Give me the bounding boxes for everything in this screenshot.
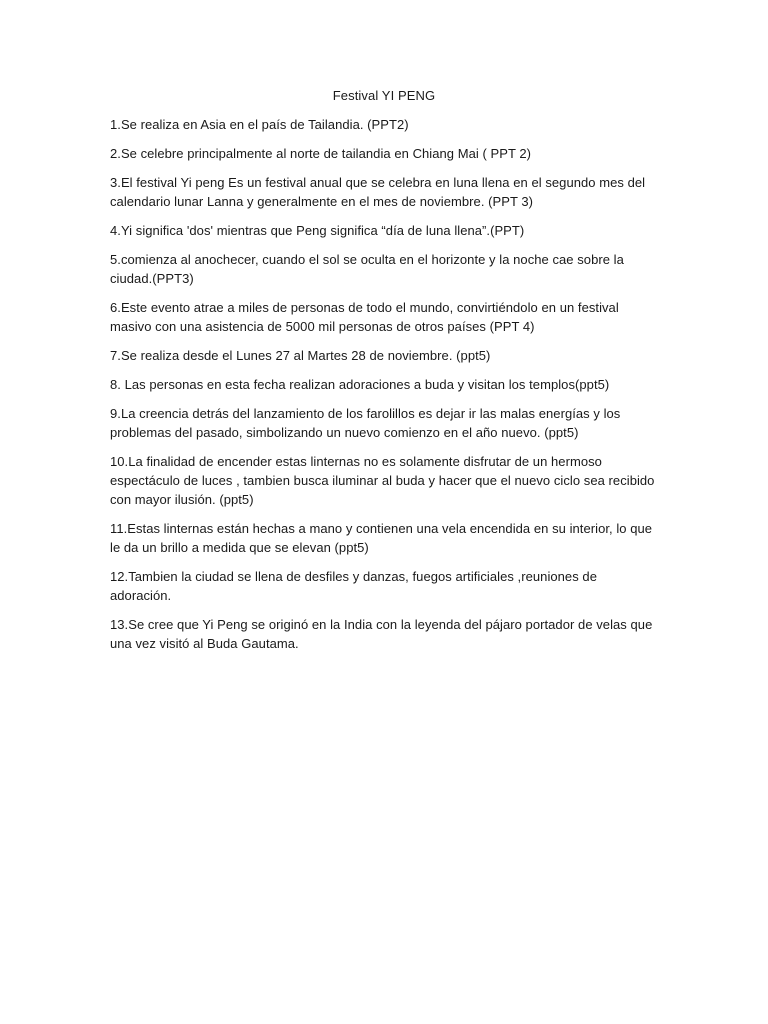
item-list xyxy=(110,115,658,653)
list-item: 5.comienza al anochecer, cuando el sol se oculta en el horizonte y la noche cae sobre la ciudad.(PPT3) xyxy=(110,252,624,286)
list-item: 6.Este evento atrae a miles de personas de todo el mundo, convirtiéndolo en un festival masivo con una asistencia de 5000 mil personas de otros países (PPT 4) xyxy=(110,300,619,334)
list-item: 7.Se realiza desde el Lunes 27 al Martes 28 de noviembre. (ppt5) xyxy=(110,348,491,363)
list-item: 11.Estas linternas están hechas a mano y contienen una vela encendida en su interior, lo que le da un brillo a medida que se elevan (ppt5) xyxy=(110,521,653,555)
document-title: Festival YI PENG xyxy=(332,88,436,103)
list-item: 3.El festival Yi peng Es un festival anual que se celebra en luna llena en el segundo mes del calendario lunar Lanna y generalmente en el mes de noviembre. (PPT 3) xyxy=(110,175,646,209)
document-body xyxy=(110,86,658,663)
list-item: 12.Tambien la ciudad se llena de desfiles y danzas, fuegos artificiales ,reuniones de adoración. xyxy=(110,569,597,603)
list-item: 4.Yi significa 'dos' mientras que Peng significa “día de luna llena”.(PPT) xyxy=(110,223,525,238)
list-item: 2.Se celebre principalmente al norte de tailandia en Chiang Mai ( PPT 2) xyxy=(110,146,532,161)
list-item: 13.Se cree que Yi Peng se originó en la India con la leyenda del pájaro portador de velas que una vez visitó al Buda Gautama. xyxy=(110,617,653,651)
list-item: 8. Las personas en esta fecha realizan adoraciones a buda y visitan los templos(ppt5) xyxy=(110,377,610,392)
list-item: 1.Se realiza en Asia en el país de Tailandia. (PPT2) xyxy=(110,117,409,132)
list-item: 10.La finalidad de encender estas linternas no es solamente disfrutar de un hermoso espectáculo de luces , tambien busca iluminar al buda y hacer que el nuevo ciclo sea recibido con mayor ilusión. (ppt5) xyxy=(110,454,655,507)
list-item: 9.La creencia detrás del lanzamiento de los farolillos es dejar ir las malas energías y los problemas del pasado, simbolizando un nuevo comienzo en el año nuevo. (ppt5) xyxy=(110,406,621,440)
